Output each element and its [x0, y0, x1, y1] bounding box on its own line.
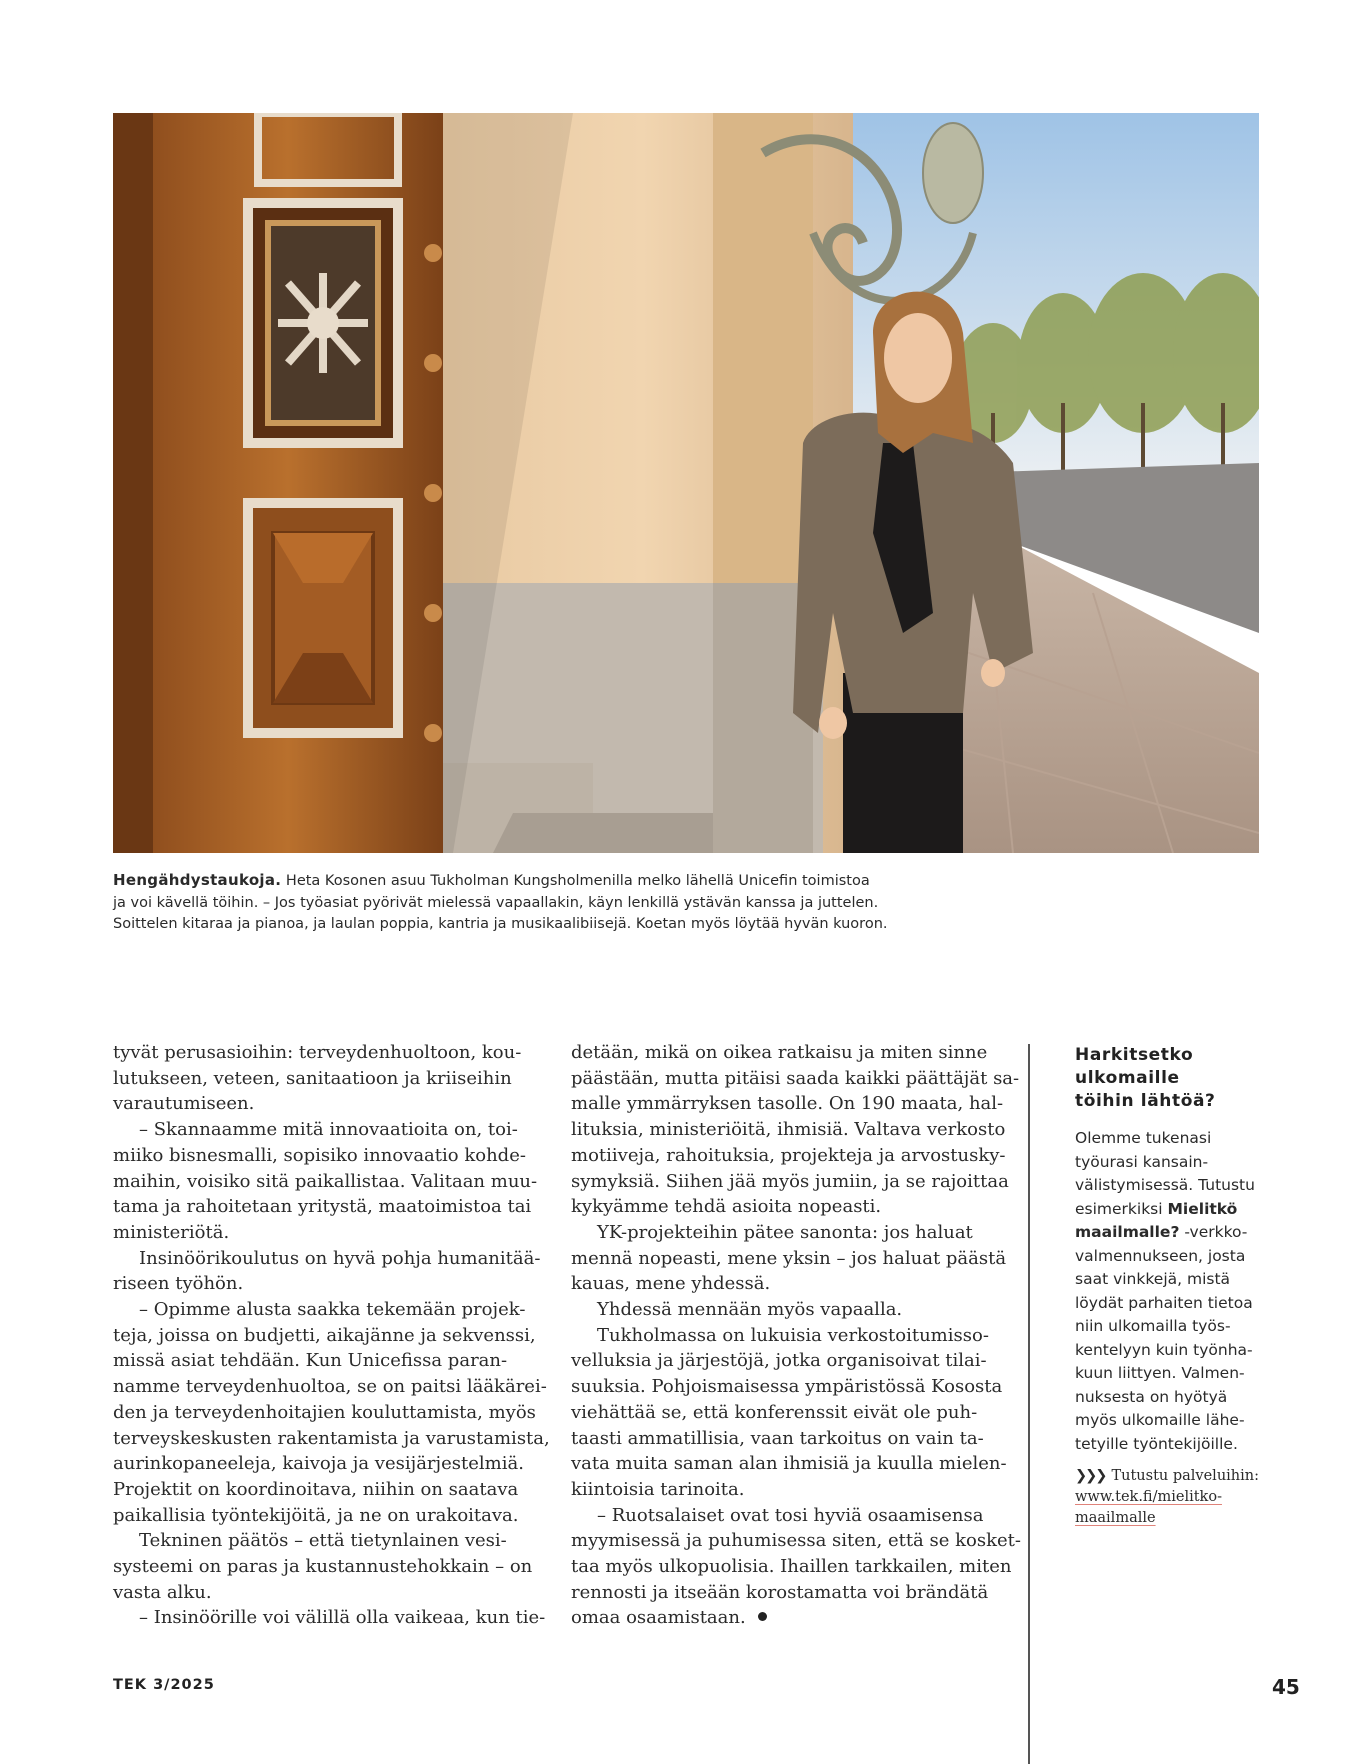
end-mark-icon [758, 1612, 767, 1621]
sidebar-box [1075, 1044, 1280, 1529]
sidebar-title: Harkitsetko ulkomaille töihin lähtöä? [1075, 1045, 1216, 1111]
paragraph-last [571, 1503, 1021, 1632]
column-divider [1028, 1044, 1030, 1764]
photo-illustration [113, 113, 1259, 853]
page-number: 45 [1272, 1675, 1300, 1699]
paragraph: Tukholmassa on lukuisia verkostoitumisso- velluksia ja järjestöjä, jotka organisoivat tilai- suuksia. Pohjoismaisessa ympäristössä Kososta viehättää se, että konferenssit eivät ole puh- taasti ammatillisia, vaan tarkoitus on vain ta- vata muita saman alan ihmisiä ja kuulla mielen- kiintoisia tarinoita. [571, 1324, 1007, 1500]
paragraph: tyvät perusasioihin: terveydenhuoltoon, kou- lutukseen, veteen, sanitaatioon ja kriiseihin varautumiseen. [113, 1042, 522, 1115]
paragraph: YK-projekteihin pätee sanonta: jos haluat mennä nopeasti, mene yksin – jos haluat päästä kauas, mene yhdessä. [571, 1221, 1007, 1295]
paragraph: – Opimme alusta saakka tekemään projek- teja, joissa on budjetti, aikajänne ja sekvenssi, missä asiat tehdään. Kun Unicefissa paran- namme terveydenhuoltoa, se on paitsi lääkärei- den ja terveydenhoitajien kouluttamista, myös terveyskeskusten rakentamista ja varustamista, aurinkopaneeleja, kaivoja ja vesijärjestelmiä. Projektit on koordinoitava, niihin on saatava paikallisia työntekijöitä, ja ne on urakoitava. [113, 1299, 550, 1526]
sidebar-link-url-2[interactable]: maailmalle [1075, 1510, 1156, 1526]
caption-text-1: Heta Kosonen asuu Tukholman Kungsholmenilla melko lähellä Unicefin toimistoa [285, 873, 870, 889]
article-column-2 [571, 1040, 1021, 1631]
sidebar-link-url[interactable]: www.tek.fi/mielitko- [1075, 1489, 1222, 1505]
paragraph: Yhdessä mennään myös vapaalla. [597, 1299, 903, 1321]
sidebar-link-label: Tutustu palveluihin: [1111, 1468, 1259, 1484]
sidebar-body [1075, 1127, 1280, 1456]
paragraph: Tekninen päätös – että tietynlainen vesi- systeemi on paras ja kustannustehokkain – on vasta alku. [113, 1530, 533, 1603]
paragraph-text: – Ruotsalaiset ovat tosi hyviä osaamisensa myymisessä ja puhumisessa siten, että se kosket- taa myös ulkopuolisia. Ihaillen tarkkailen, miten rennosti ja itseään korostamatta voi brändätä omaa osaamistaan. [571, 1504, 1021, 1629]
caption-lead: Hengähdystaukoja. [113, 871, 282, 889]
photo-caption [113, 870, 1013, 936]
paragraph: – Skannaamme mitä innovaatioita on, toi- miiko bisnesmalli, sopisiko innovaatio kohde- maihin, voisiko sitä paikallistaa. Valitaan muu- tama ja rahoitetaan yritystä, maatoimistoa tai ministeriötä. [113, 1119, 538, 1243]
sidebar-body-bold: Mielitkö maailmalle? [1075, 1199, 1238, 1241]
triple-chevron-icon: ❯❯❯ [1075, 1468, 1106, 1484]
sidebar-link-block [1075, 1466, 1280, 1529]
caption-line-2: ja voi kävellä töihin. – Jos työasiat pyörivät mielessä vapaallakin, käyn lenkillä ystävän kanssa ja juttelen. [113, 894, 879, 911]
paragraph: Insinöörikoulutus on hyvä pohja humanitää- riseen työhön. [113, 1247, 541, 1295]
paragraph: detään, mikä on oikea ratkaisu ja miten sinne päästään, mutta pitäisi saada kaikki päättäjät sa- malle ymmärryksen tasolle. On 190 maata, hal- lituksia, ministeriöitä, ihmisiä. Valtava verkosto motiiveja, rahoituksia, projekteja ja arvostusky- symyksiä. Siihen jää myös jumiin, ja se rajoittaa kykyämme tehdä asioita nopeasti. [571, 1042, 1020, 1218]
sidebar-body-text-2: -verkko- valmennukseen, josta saat vinkkejä, mistä löydät parhaiten tietoa niin ulkomailla työs- kentelyyn kuin työnha- kuun liittyen. Valmen- nuksesta on hyötyä myös ulkomaille lähe- tetyille työntekijöille. [1075, 1223, 1253, 1453]
portrait-photo [113, 113, 1259, 853]
issue-label: TEK 3/2025 [113, 1677, 215, 1693]
sidebar-body-text: Olemme tukenasi työurasi kansain- välistymisessä. Tutustu esimerkiksi [1075, 1129, 1255, 1218]
article-column-1 [113, 1040, 550, 1631]
caption-line-3: Soittelen kitaraa ja pianoa, ja laulan poppia, kantria ja musikaalibiisejä. Koetan myös löytää hyvän kuoron. [113, 916, 888, 932]
caption-line-1 [113, 870, 1013, 893]
paragraph: – Insinöörille voi välillä olla vaikeaa, kun tie- [139, 1607, 546, 1629]
